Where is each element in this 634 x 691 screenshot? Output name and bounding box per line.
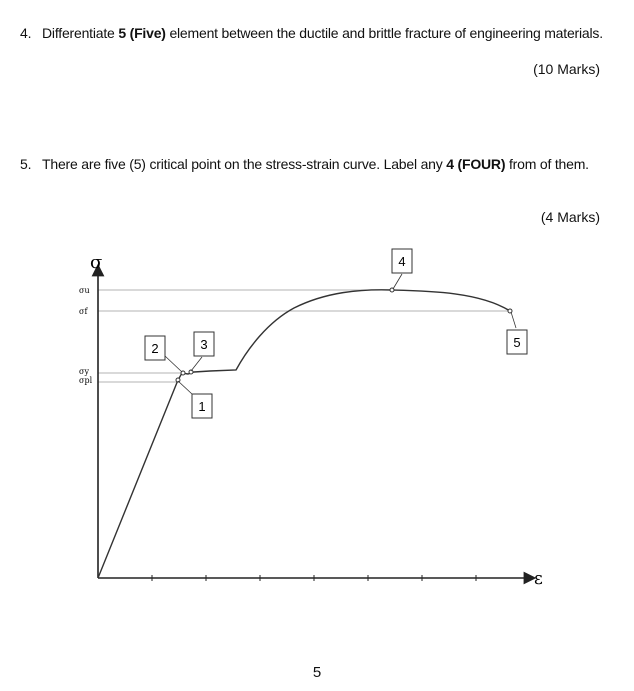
- point-box-1: [192, 394, 212, 418]
- y-axis-symbol: σ: [90, 252, 103, 273]
- svg-text:5: 5: [513, 335, 521, 350]
- question-5-number: 5.: [20, 156, 32, 172]
- question-5-text: There are five (5) critical point on the stress-strain curve. Label any 4 (FOUR) from of them.: [42, 156, 589, 172]
- ultimate-stress-label: σu: [79, 286, 90, 295]
- page-number: 5: [312, 664, 322, 681]
- svg-text:1: 1: [198, 399, 206, 414]
- point-box-2: [145, 336, 165, 360]
- point-box-3: [194, 332, 214, 356]
- question-5-bold: 4 (FOUR): [446, 156, 506, 172]
- question-4-marks: (10 Marks): [533, 61, 600, 77]
- yield-stress-label: σy: [79, 367, 89, 376]
- proportional-limit-label: σpl: [79, 376, 93, 385]
- question-4-bold: 5 (Five): [118, 25, 166, 41]
- svg-text:3: 3: [200, 337, 208, 352]
- x-axis-symbol: ε: [534, 569, 543, 589]
- stress-strain-curve: [98, 290, 510, 578]
- question-4-text: Differentiate 5 (Five) element between the ductile and brittle fracture of engineering materials.: [42, 25, 603, 41]
- question-4-number: 4.: [20, 25, 32, 41]
- stress-strain-diagram: [70, 240, 560, 600]
- fracture-stress-label: σf: [79, 307, 88, 316]
- point-box-5: [507, 330, 527, 354]
- question-4: [20, 25, 603, 41]
- point-box-4: [392, 249, 412, 273]
- svg-text:4: 4: [398, 254, 406, 269]
- question-5-marks: (4 Marks): [540, 209, 600, 225]
- svg-text:2: 2: [151, 341, 159, 356]
- question-5: [20, 156, 589, 172]
